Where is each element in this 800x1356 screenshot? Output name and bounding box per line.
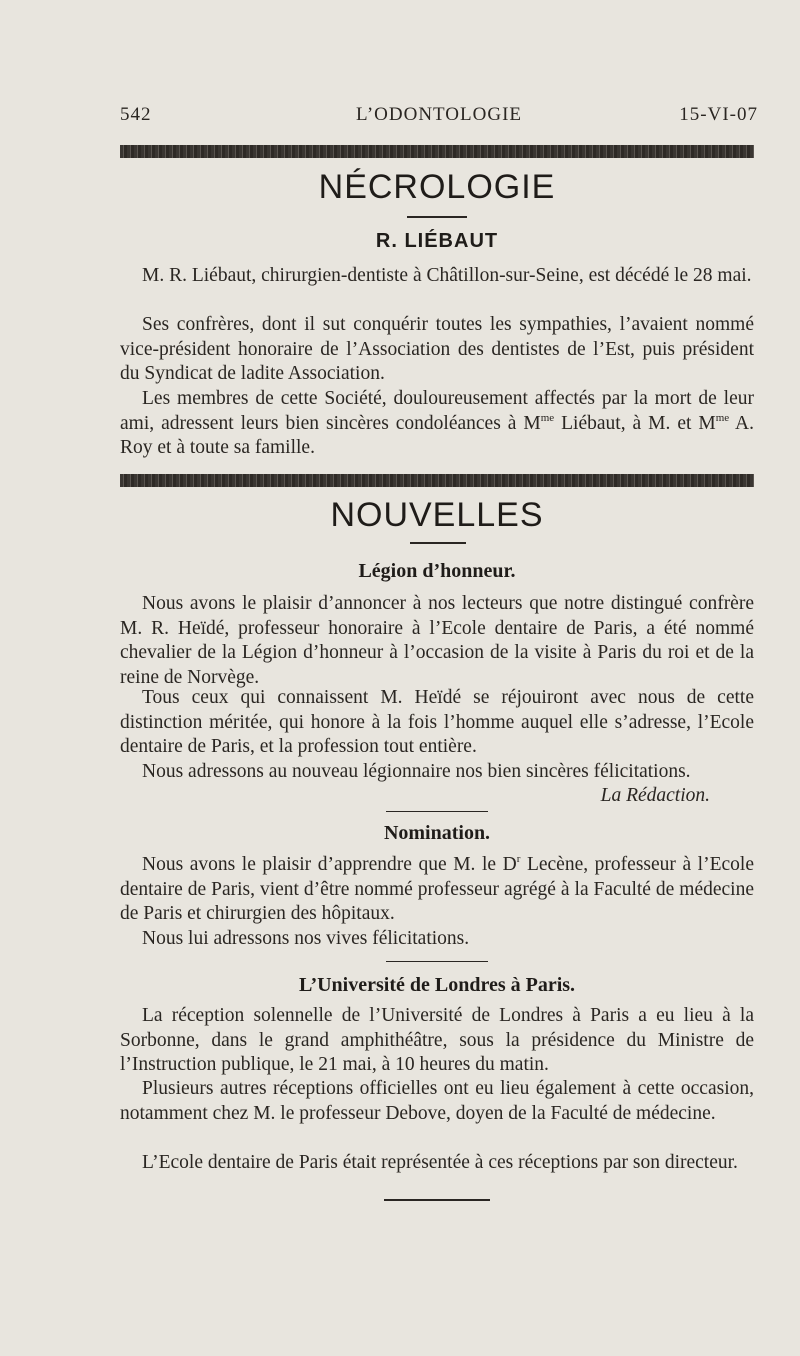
obituary-paragraph-1: M. R. Liébaut, chirurgien-dentiste à Châtillon-sur-Seine, est décédé le 28 mai.: [142, 265, 752, 286]
legion-paragraph-1: Nous avons le plaisir d’annoncer à nos lecteurs que notre distingué confrère M. R. Heïdé, professeur honoraire à l’Ecole dentaire de Paris, a été nommé chevalier de la Légion d’honneur à l’occasion de la visite à Paris du roi et de la reine de Norvège.: [120, 593, 754, 688]
heading-legion: Légion d’honneur.: [358, 560, 516, 582]
ornamental-band-middle: [120, 474, 754, 487]
section-title-necrologie: NÉCROLOGIE: [318, 168, 556, 206]
separator-rule: [386, 961, 488, 962]
journal-title: L’ODONTOLOGIE: [355, 104, 523, 125]
obituary-paragraph-2: Ses confrères, dont il sut conquérir toutes les sympathies, l’avaient nommé vice-président honoraire de l’Association des dentistes de l’Est, puis président du Syndicat de ladite Association.: [120, 314, 754, 384]
universite-paragraph-3: L’Ecole dentaire de Paris était représentée à ces réceptions par son directeur.: [142, 1152, 738, 1173]
title-rule: [407, 216, 467, 218]
section-title-nouvelles: NOUVELLES: [330, 496, 544, 534]
nomination-paragraph-2: Nous lui adressons nos vives félicitations.: [142, 928, 470, 949]
legion-paragraph-3: Nous adressons au nouveau légionnaire nos bien sincères félicitations. La Rédaction.: [120, 760, 754, 785]
ornamental-band-top: [120, 145, 754, 158]
signature: La Rédaction.: [600, 785, 710, 806]
universite-paragraph-1: La réception solennelle de l’Université de Londres à Paris a eu lieu à la Sorbonne, dans le grand amphithéâtre, sous la présidence du Ministre de l’Instruction publique, le 21 mai, à 10 heures du matin.: [120, 1005, 754, 1075]
obituary-paragraph-3: Les membres de cette Société, douloureusement affectés par la mort de leur ami, adressent leurs bien sincères condoléances à $M^{me}$ Liébaut, à M. et $M^{me}$ A. Roy et à toute sa famille.: [120, 388, 754, 458]
issue-date: 15-VI-07: [679, 104, 758, 125]
heading-nomination: Nomination.: [383, 822, 491, 844]
legion-paragraph-2: Tous ceux qui connaissent M. Heïdé se réjouiront avec nous de cette distinction méritée, qui honore à la fois l’homme auquel elle s’adresse, l’Ecole dentaire de Paris, et la profession tout entière.: [120, 687, 754, 757]
nomination-paragraph-1: Nous avons le plaisir d’apprendre que M. le $D^r$ Lecène, professeur à l’Ecole dentaire de Paris, vient d’être nommé professeur agrégé à la Faculté de médecine de Paris et chirurgien des hôpitaux.: [120, 853, 754, 924]
page-number: 542: [120, 104, 152, 125]
end-rule: [384, 1199, 490, 1201]
heading-universite: L’Université de Londres à Paris.: [298, 974, 576, 996]
obituary-name: R. LIÉBAUT: [375, 230, 499, 252]
title-rule: [410, 542, 466, 544]
separator-rule: [386, 811, 488, 812]
universite-paragraph-2: Plusieurs autres réceptions officielles ont eu lieu également à cette occasion, notamment chez M. le professeur Debove, doyen de la Faculté de médecine.: [120, 1078, 754, 1124]
